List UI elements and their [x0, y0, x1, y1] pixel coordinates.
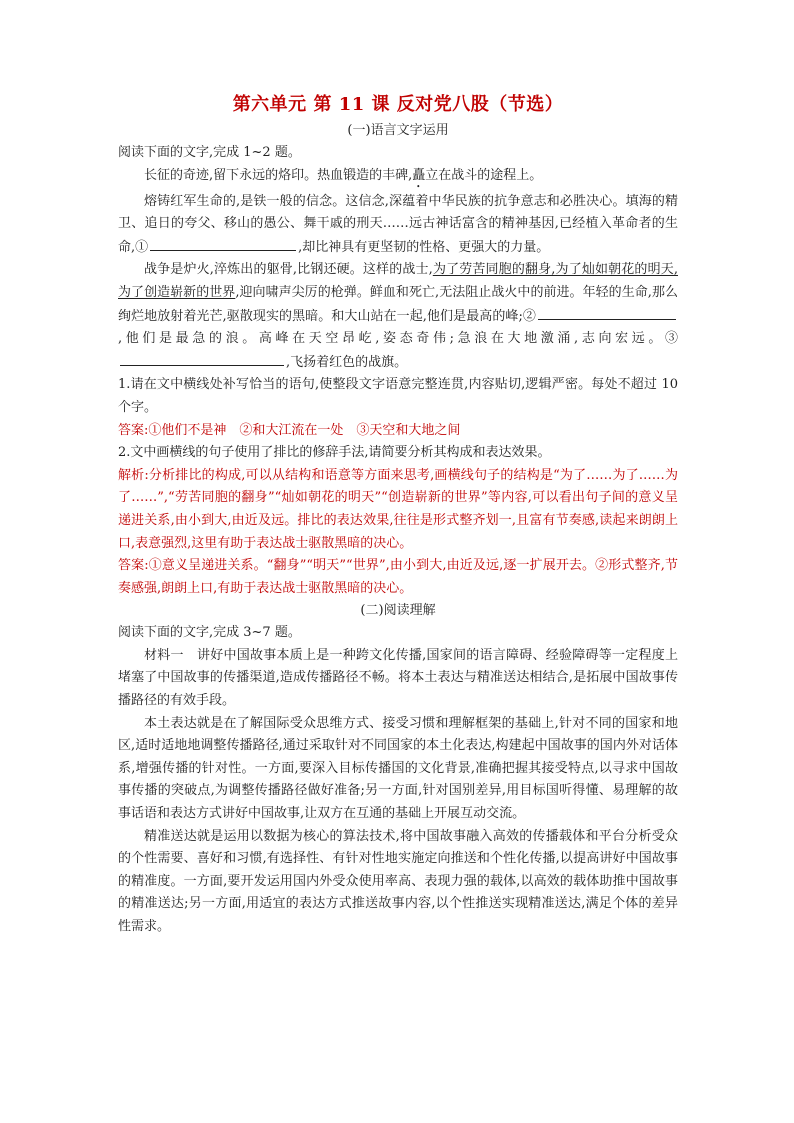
passage-paragraph-3: 战争是炉火,淬炼出的躯骨,比钢还硬。这样的战士,为了劳苦同胞的翻身,为了灿如朝花的明天,为了创造崭新的世界,迎向啸声尖厉的枪弹。鲜血和死亡,无法阻止战火中的前进。年轻的生命,那么绚烂地放射着光芒,驱散现实的黑暗。和大山站在一起,他们是最高的峰;②,他们是最急的浪。高峰在天空昂屹,姿态奇伟;急浪在大地激涌,志向宏远。③,飞扬着红色的战旗。	[118, 262, 679, 370]
emphasis-char: 矗	[412, 167, 426, 183]
material-paragraph-1: 材料一 讲好中国故事本质上是一种跨文化传播,国家间的语言障碍、经验障碍等一定程度上堵塞了中国故事的传播渠道,造成传播路径不畅。将本土表达与精准送达相结合,是拓展中国故事传播路径的有效手段。	[118, 647, 678, 709]
fill-blank-2[interactable]	[538, 305, 676, 320]
fill-blank-1[interactable]	[150, 236, 296, 251]
page-title: 第六单元 第 11 课 反对党八股（节选）	[232, 94, 564, 115]
answer-2: 答案:①意义呈递进关系。“翻身”“明天”“世界”,由小到大,由近及远,逐一扩展开去。②形式整齐,节奏感强,朗朗上口,有助于表达战士驱散黑暗的决心。	[118, 558, 678, 596]
intro-1: 阅读下面的文字,完成 1~2 题。	[118, 145, 301, 160]
fill-blank-3[interactable]	[120, 351, 284, 366]
question-2: 2.文中画横线的句子使用了排比的修辞手法,请简要分析其构成和表达效果。	[118, 445, 551, 461]
analysis-2: 解析:分析排比的构成,可以从结构和语意等方面来思考,画横线句子的结构是“为了……为了……为了……”,“劳苦同胞的翻身”“灿如朝花的明天”“创造崭新的世界”等内容,可以看出句子间的意义呈递进关系,由小到大,由近及远。排比的表达效果,往往是形式整齐划一,且富有节奏感,读起来朗朗上口,表意强烈,这里有助于表达战士驱散黑暗的决心。	[118, 467, 678, 551]
document-page	[118, 92, 678, 939]
material-paragraph-3: 精准送达就是运用以数据为核心的算法技术,将中国故事融入高效的传播载体和平台分析受众的个性需要、喜好和习惯,有选择性、有针对性地实施定向推送和个性化传播,以提高讲好中国故事的精准度。一方面,要开发运用国内外受众使用率高、表现力强的载体,以高效的载体助推中国故事的精准送达;另一方面,用适宜的表达方式推送故事内容,以个性推送实现精准送达,满足个体的差异性需求。	[118, 828, 678, 934]
material-paragraph-2: 本土表达就是在了解国际受众思维方式、接受习惯和理解框架的基础上,针对不同的国家和地区,适时适地地调整传播路径,通过采取针对不同国家的本土化表达,构建起中国故事的国内外对话体系,增强传播的针对性。一方面,要深入目标传播国的文化背景,准确把握其接受特点,以寻求中国故事传播的突破点,为调整传播路径做好准备;另一方面,针对国别差异,用目标国听得懂、易理解的故事话语和表达方式讲好中国故事,让双方在互通的基础上开展互动交流。	[118, 715, 678, 822]
passage-paragraph-2: 熔铸红军生命的,是铁一般的信念。这信念,深蕴着中华民族的抗争意志和必胜决心。填海的精卫、追日的夸父、移山的愚公、舞干戚的刑天……远古神话富含的精神基因,已经植入革命者的生命,① ,却比神具有更坚韧的性格、更强大的力量。	[118, 193, 678, 255]
intro-2: 阅读下面的文字,完成 3~7 题。	[118, 625, 301, 641]
passage-paragraph-1: 长征的奇迹,留下永远的烙印。热血锻造的丰碑,矗立在战斗的途程上。	[144, 167, 543, 183]
section-heading-1: (一)语言文字运用	[347, 123, 449, 138]
answer-1: 答案:①他们不是神 ②和大江流在一处 ③天空和大地之间	[118, 422, 461, 438]
section-heading-2: (二)阅读理解	[360, 603, 436, 619]
underlined-parallelism: 为了劳苦同胞的翻身,为了灿如朝花的明天,为了创造崭新的世界	[118, 262, 679, 300]
question-1: 1.请在文中横线处补写恰当的语句,使整段文字语意完整连贯,内容贴切,逻辑严密。每处不超过 10 个字。	[118, 377, 678, 415]
